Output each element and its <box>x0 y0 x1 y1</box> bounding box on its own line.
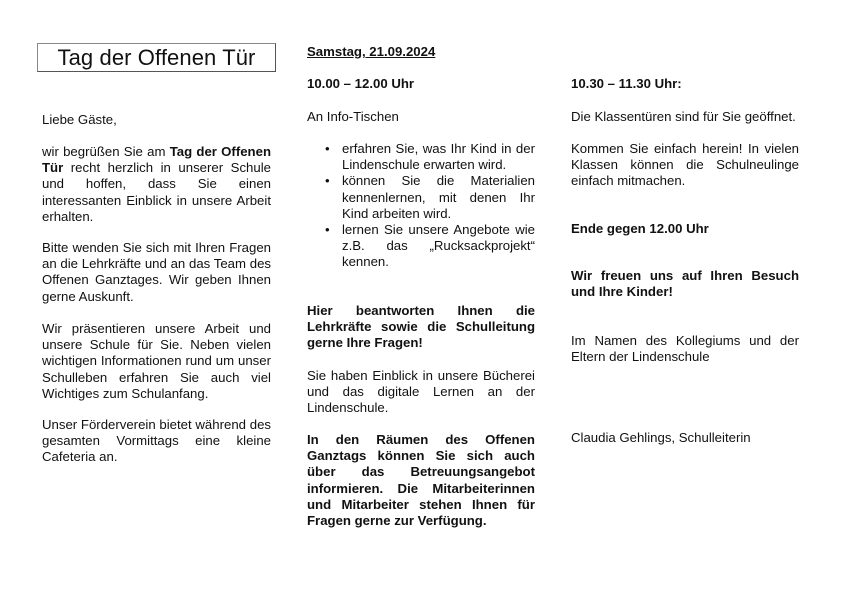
classrooms-open: Die Klassentüren sind für Sie geöffnet. <box>571 109 796 124</box>
welcome-text-start: wir begrüßen Sie am <box>42 144 170 159</box>
bullet-icon: • <box>325 141 330 156</box>
list-item-text: erfahren Sie, was Ihr Kind in der Lindenschule erwarten wird. <box>342 141 535 173</box>
list-item <box>307 141 535 173</box>
bullet-icon: • <box>325 222 330 238</box>
list-item-text: lernen Sie unsere Angebote wie z.B. das „Rucksackprojekt“ kennen. <box>342 222 535 270</box>
ganztag-paragraph: In den Räumen des Offenen Ganztags können Sie sich auch über das Betreuungsangebot informieren. Die Mitarbeiterinnen und Mitarbeiter stehen Ihnen für Fragen gerne zur Verfügung. <box>307 432 535 529</box>
page-title: Tag der Offenen Tür <box>37 43 276 72</box>
regards: Im Namen des Kollegiums und der Eltern der Lindenschule <box>571 333 799 365</box>
bullet-icon: • <box>325 173 330 189</box>
list-item-text: können Sie die Materialien kennenlernen, mit denen Ihr Kind arbeiten wird. <box>342 173 535 221</box>
list-item <box>307 173 535 222</box>
closing-line: Wir freuen uns auf Ihren Besuch und Ihre Kinder! <box>571 268 799 300</box>
library-paragraph: Sie haben Einblick in unsere Bücherei und das digitale Lernen an der Lindenschule. <box>307 368 535 416</box>
welcome-text-end: recht herzlich in unserer Schule und hoffen, dass Sie einen interessanten Einblick in unsere Arbeit erhalten. <box>42 160 271 224</box>
event-name-bold: Tag der Offenen Tür <box>42 144 271 176</box>
event-date: Samstag, 21.09.2024 <box>307 44 436 59</box>
event-time: 10.00 – 12.00 Uhr <box>307 76 415 91</box>
join-in-paragraph: Kommen Sie einfach herein! In vielen Klassen können die Schulneulinge einfach mitmachen. <box>571 141 799 189</box>
greeting: Liebe Gäste, <box>42 112 117 127</box>
info-list <box>307 141 535 271</box>
teachers-answer-note: Hier beantworten Ihnen die Lehrkräfte sowie die Schulleitung gerne Ihre Fragen! <box>307 303 535 351</box>
contact-paragraph: Bitte wenden Sie sich mit Ihren Fragen an die Lehrkräfte und an das Team des Offenen Ganztages. Wir geben Ihnen gerne Auskunft. <box>42 240 271 304</box>
class-time: 10.30 – 11.30 Uhr: <box>571 76 682 91</box>
cafeteria-paragraph: Unser Förderverein bietet während des gesamten Vormittags eine kleine Cafeteria an. <box>42 417 271 465</box>
info-tables-intro: An Info-Tischen <box>307 109 399 124</box>
end-time: Ende gegen 12.00 Uhr <box>571 221 709 236</box>
welcome-paragraph <box>42 144 271 225</box>
presentation-paragraph: Wir präsentieren unsere Arbeit und unsere Schule für Sie. Neben vielen wichtigen Informationen rund um unser Schulleben erfahren Sie auch viel Wichtiges zum Schulanfang. <box>42 321 271 401</box>
signature: Claudia Gehlings, Schulleiterin <box>571 430 751 445</box>
list-item <box>307 222 535 271</box>
